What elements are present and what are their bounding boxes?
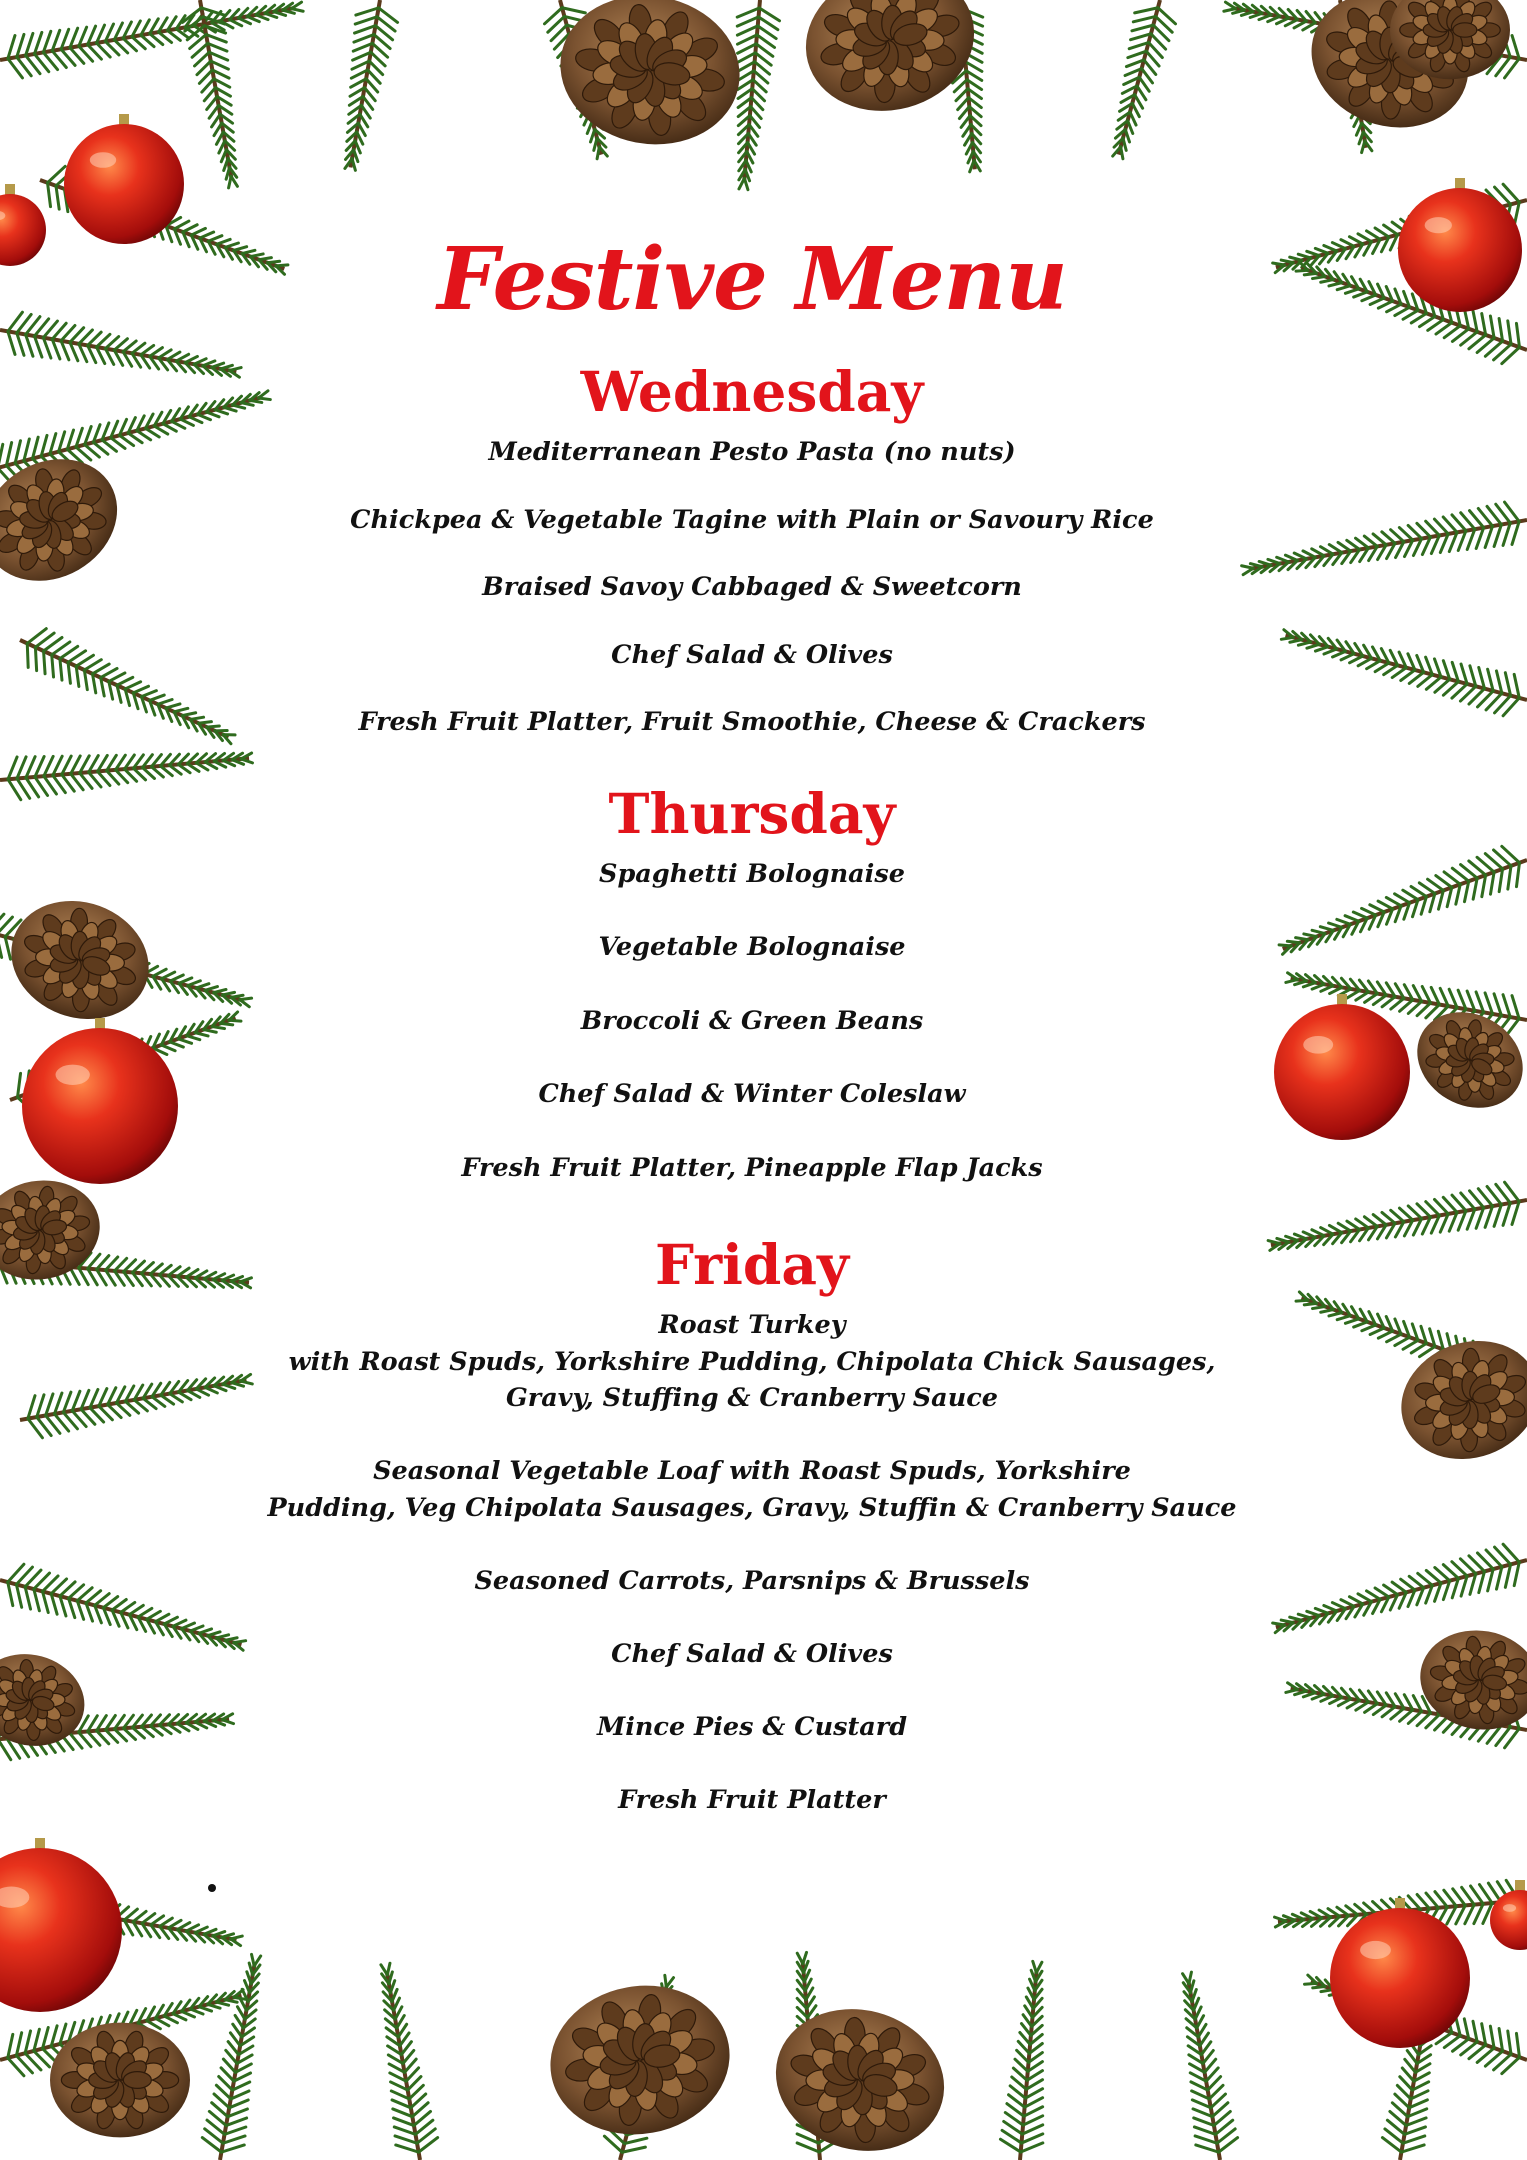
pine-cone-icon bbox=[0, 1642, 95, 1758]
menu-item: Broccoli & Green Beans bbox=[580, 1005, 924, 1036]
menu-item: Seasoned Carrots, Parsnips & Brussels bbox=[474, 1565, 1030, 1596]
menu-item: Seasonal Vegetable Loaf with Roast Spuds, Yorkshire Pudding, Veg Chipolata Sausages, Gravy, Stuffin & Cranberry Sauce bbox=[267, 1456, 1237, 1523]
menu-item: Braised Savoy Cabbaged & Sweetcorn bbox=[482, 572, 1022, 602]
menu-item: Vegetable Bolognaise bbox=[598, 932, 906, 962]
menu-title: Festive Menu bbox=[437, 229, 1067, 330]
pine-branch-icon bbox=[0, 1559, 250, 1666]
menu-item: Mince Pies & Custard bbox=[596, 1711, 908, 1742]
menu-item: Fresh Fruit Platter bbox=[618, 1784, 886, 1815]
pine-branch-icon bbox=[1166, 1969, 1241, 2160]
pine-branch-icon bbox=[179, 0, 254, 191]
menu-item: Chef Salad & Winter Coleslaw bbox=[538, 1079, 966, 1109]
christmas-bauble-icon bbox=[0, 184, 46, 266]
christmas-bauble-icon bbox=[1490, 1880, 1527, 1950]
pine-branch-icon bbox=[1097, 0, 1180, 163]
day-heading-wednesday: Wednesday bbox=[580, 359, 924, 424]
pine-cone-icon bbox=[539, 1972, 742, 2149]
pine-branch-icon bbox=[1277, 614, 1527, 721]
menu-item: Mediterranean Pesto Pasta (no nuts) bbox=[488, 437, 1016, 467]
pine-cone-icon bbox=[760, 1991, 960, 2160]
day-heading-friday: Friday bbox=[654, 1232, 849, 1297]
pine-cone-icon bbox=[1412, 1621, 1527, 1739]
festive-menu bbox=[230, 222, 1274, 1855]
menu-item: Chickpea & Vegetable Tagine with Plain or Savoury Rice bbox=[350, 504, 1154, 535]
day-heading-thursday: Thursday bbox=[608, 780, 896, 846]
menu-item: Chef Salad & Olives bbox=[611, 639, 893, 670]
day-section-thursday bbox=[230, 772, 1274, 1187]
pine-cone-icon bbox=[0, 882, 165, 1038]
pine-branch-icon bbox=[0, 309, 244, 394]
list-bullet bbox=[208, 1884, 216, 1892]
day-section-wednesday bbox=[230, 350, 1274, 741]
pine-branch-icon bbox=[999, 1960, 1059, 2160]
day-section-friday bbox=[230, 1223, 1274, 1818]
christmas-bauble-icon bbox=[1274, 994, 1410, 1140]
pine-branch-icon bbox=[365, 1960, 441, 2160]
menu-item: Roast Turkey with Roast Spuds, Yorkshire Pudding, Chipolata Chick Sausages, Gravy, Stuffing & Cranberry Sauce bbox=[288, 1310, 1216, 1413]
pine-cone-icon bbox=[1385, 1322, 1527, 1478]
pine-branch-icon bbox=[16, 1358, 255, 1441]
pine-cone-icon bbox=[50, 2023, 190, 2138]
pine-branch-icon bbox=[1239, 499, 1527, 592]
pine-branch-icon bbox=[329, 0, 401, 173]
menu-item: Chef Salad & Olives bbox=[611, 1638, 893, 1669]
pine-branch-icon bbox=[1273, 840, 1527, 970]
pine-branch-icon bbox=[11, 621, 242, 759]
pine-cone-icon bbox=[790, 0, 990, 129]
pine-branch-icon bbox=[0, 737, 254, 802]
menu-item: Spaghetti Bolognaise bbox=[599, 858, 905, 889]
menu-item: Fresh Fruit Platter, Fruit Smoothie, Cheese & Crackers bbox=[358, 707, 1146, 737]
christmas-bauble-icon bbox=[0, 1838, 122, 2012]
pine-cone-icon bbox=[0, 1171, 108, 1289]
pine-branch-icon bbox=[1265, 1179, 1527, 1267]
pine-branch-icon bbox=[199, 1951, 277, 2160]
christmas-bauble-icon bbox=[64, 114, 184, 244]
menu-item: Fresh Fruit Platter, Pineapple Flap Jacks bbox=[461, 1152, 1043, 1183]
pine-branch-icon bbox=[0, 0, 306, 81]
pine-cone-icon bbox=[549, 0, 752, 158]
